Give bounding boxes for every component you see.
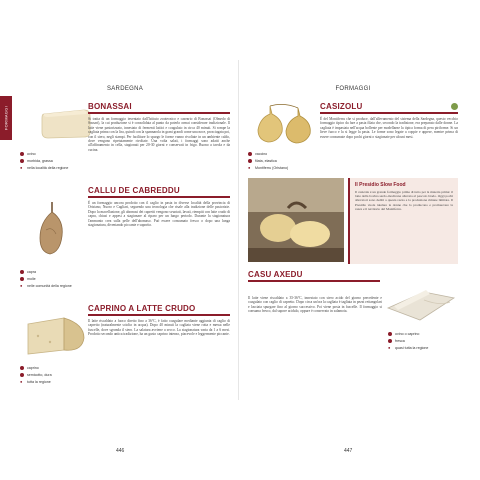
section-tab [0, 96, 12, 140]
title-rule [88, 196, 230, 198]
legend-row: ● quasi tutta la regione [388, 344, 429, 350]
location-pin-icon: ● [388, 344, 391, 350]
texture-icon [20, 373, 24, 377]
legend-row: ● Montiferru (Oristano) [248, 164, 289, 170]
legend-row: ● nella località della regione [20, 164, 69, 170]
title-rule [88, 314, 230, 316]
bonassai-legend [20, 150, 80, 171]
casizolu-image [254, 102, 318, 144]
title-rule [320, 112, 458, 114]
legend-row: ovino [20, 150, 80, 157]
location-pin-icon: ● [20, 164, 23, 170]
legend-row: semicotto, dura [20, 371, 80, 378]
cheese-title: CALLU DE CABREDDU [88, 186, 180, 195]
legend-row: ovino o caprino [388, 330, 458, 337]
texture-icon [388, 339, 392, 343]
texture-icon [20, 159, 24, 163]
book-spine [238, 60, 239, 400]
bonassai-image [38, 104, 94, 142]
title-rule [88, 112, 230, 114]
texture-icon [248, 159, 252, 163]
casu-axedu-legend [388, 330, 458, 351]
casu-axedu-image [384, 280, 458, 324]
legend-row: vaccino [248, 150, 312, 157]
legend-row: caprino [20, 364, 80, 371]
slow-food-badge-icon [451, 103, 458, 110]
callu-legend [20, 268, 80, 289]
callu-de-cabreddu-image [30, 200, 74, 260]
left-page [20, 60, 231, 454]
cheese-entry-casizolu [320, 102, 458, 139]
milk-icon [20, 152, 24, 156]
cheese-description: È un formaggio ancora prodotto con il caglio in pasta in diverse località della provincia di Oristano, Nuoro e Cagliari, seguendo una tecnologia che risale alla tradizione delle pastorizie. Dopo la macellazione, gli abomasi dei capretti vengono svuotati, lavati, riempiti con latte crudo di capra, chiusi e appesi a stagionare al riparo per un lungo periodo. Durante la stagionatura l'ammonio crea sulla pelle dell'abomaso. Può essere consumato fresco o dopo una lunga stagionatura, diventando piccante e saporito. [88, 201, 230, 228]
caprino-legend [20, 364, 80, 385]
running-head-right: FORMAGGI [335, 86, 371, 92]
cheese-title: CASIZOLU [320, 102, 363, 111]
sidebar-title: Il Presidio Slow Food [355, 182, 406, 188]
cheese-entry-casu-axedu [248, 270, 380, 285]
cheese-description: È del Montiferru che si produce, dall'allevamento del sistema della Sardegna, questo vecchio formaggio tipico da fare a pasta filata che, secondo la tradizione, era preparato dalle donne. La cagliata è impastata nell'acqua bollente per modellarne la tipica forma di pera piriforme. Si un lieve fuoco e la si legge la pasta. Le forme sono legate a coppie e appese, mentre prima di essere consumate dopo pochi giorni o stagionate per alcuni mesi. [320, 117, 458, 139]
legend-row: ● tutta la regione [20, 378, 51, 384]
legend-row: ● nelle comunità della regione [20, 282, 72, 288]
cheese-entry-caprino [88, 304, 230, 337]
cheese-entry-callu-de-cabreddu [88, 186, 230, 227]
casizolu-production-photo [248, 178, 344, 262]
cheese-title: BONASSAI [88, 102, 132, 111]
texture-icon [20, 277, 24, 281]
cheese-entry-bonassai [88, 102, 230, 152]
milk-icon [248, 152, 252, 156]
caprino-image [24, 308, 88, 358]
legend-row: fresca [388, 337, 458, 344]
cheese-description: Il latte riscaldato a fuoco diretto fino a 36°C, è fatto coagulare mediante aggiunta di caglio di capretto (naturalmente sciolto in acqua). Dopo 40 minuti la cagliata viene rotta e messa nelle fuscelle, dove sgronda il siero. La salatura avviene a secco. La stagionatura varia da 1 a 6 mesi. Prodotto secondo antica tradizione, ha un gusto caprino intenso, piacevole e leggermente piccante. [88, 319, 230, 337]
slow-food-presidio-box [348, 178, 458, 264]
page-number-left: 446 [116, 448, 125, 454]
cheese-description: Si tratta di un formaggio inventato dall'Istituto zootecnico e caseario di Bonassai (Olmedo di Sassari), la cui produzione si è consolidata al punto da poterlo ormai considerare tradizionale. Il latte viene pastorizzato, innestato di fermenti lattici e coagulato in circa 40 minuti. Si rompe la cagliata prima con la lira, quindi con la spannarola in grani grandi come una noce, prosciugata poi, con il siero, negli stampi. Per facilitare lo spurgo le forme vanno rivoltate in un ambiente caldo, dove vengono ripetutamente rivoltate. Una volta salati, i formaggi sono adatti anche all'affinamento in cella, stagionati per 20-30 giorni e conservati in frigo. Buono a tavola e da cucina. [88, 117, 231, 152]
cheese-description: Il latte viene riscaldato a 35-36°C, innestato con siero acido del giorno precedente e coagulato con caglio di capretto. Dopo circa un'ora la cagliata è tagliata in pezzi rettangolari e lasciata spurgare fino al giorno successivo. Poi viene posta in fuscelle. Il formaggio si consuma fresco, dal sapore acidulo, oppure è conservato in salamoia. [248, 296, 382, 314]
milk-icon [20, 366, 24, 370]
casizolu-legend [248, 150, 312, 171]
running-head-left: SARDEGNA [106, 86, 144, 92]
cheese-title: CASU AXEDU [248, 270, 303, 279]
title-rule [248, 280, 380, 282]
page-number-right: 447 [344, 448, 353, 454]
milk-icon [388, 332, 392, 336]
location-pin-icon: ● [248, 164, 251, 170]
location-pin-icon: ● [20, 282, 23, 288]
legend-row: molle [20, 275, 80, 282]
right-page [248, 60, 458, 454]
legend-row: morbida, grassa [20, 157, 80, 164]
cheese-title: CAPRINO A LATTE CRUDO [88, 304, 196, 313]
legend-row: filata, elastica [248, 157, 312, 164]
milk-icon [20, 270, 24, 274]
sidebar-text: Il casizolu è un grande formaggio prima di tutto per la materia prima: il latte della bovina sardo-modicana allevata al pascolo brado. Oggi pochi allevatori sono dediti a questa razza e la produzione rimane limitata. Il Presidio vuole tutelare le donne che lo producono e promuovere la razza e il territorio del Montiferru. [355, 190, 453, 211]
legend-row: capra [20, 268, 80, 275]
location-pin-icon: ● [20, 378, 23, 384]
section-tab-label: FORMAGGI [3, 105, 9, 131]
casu-axedu-body [248, 296, 382, 314]
